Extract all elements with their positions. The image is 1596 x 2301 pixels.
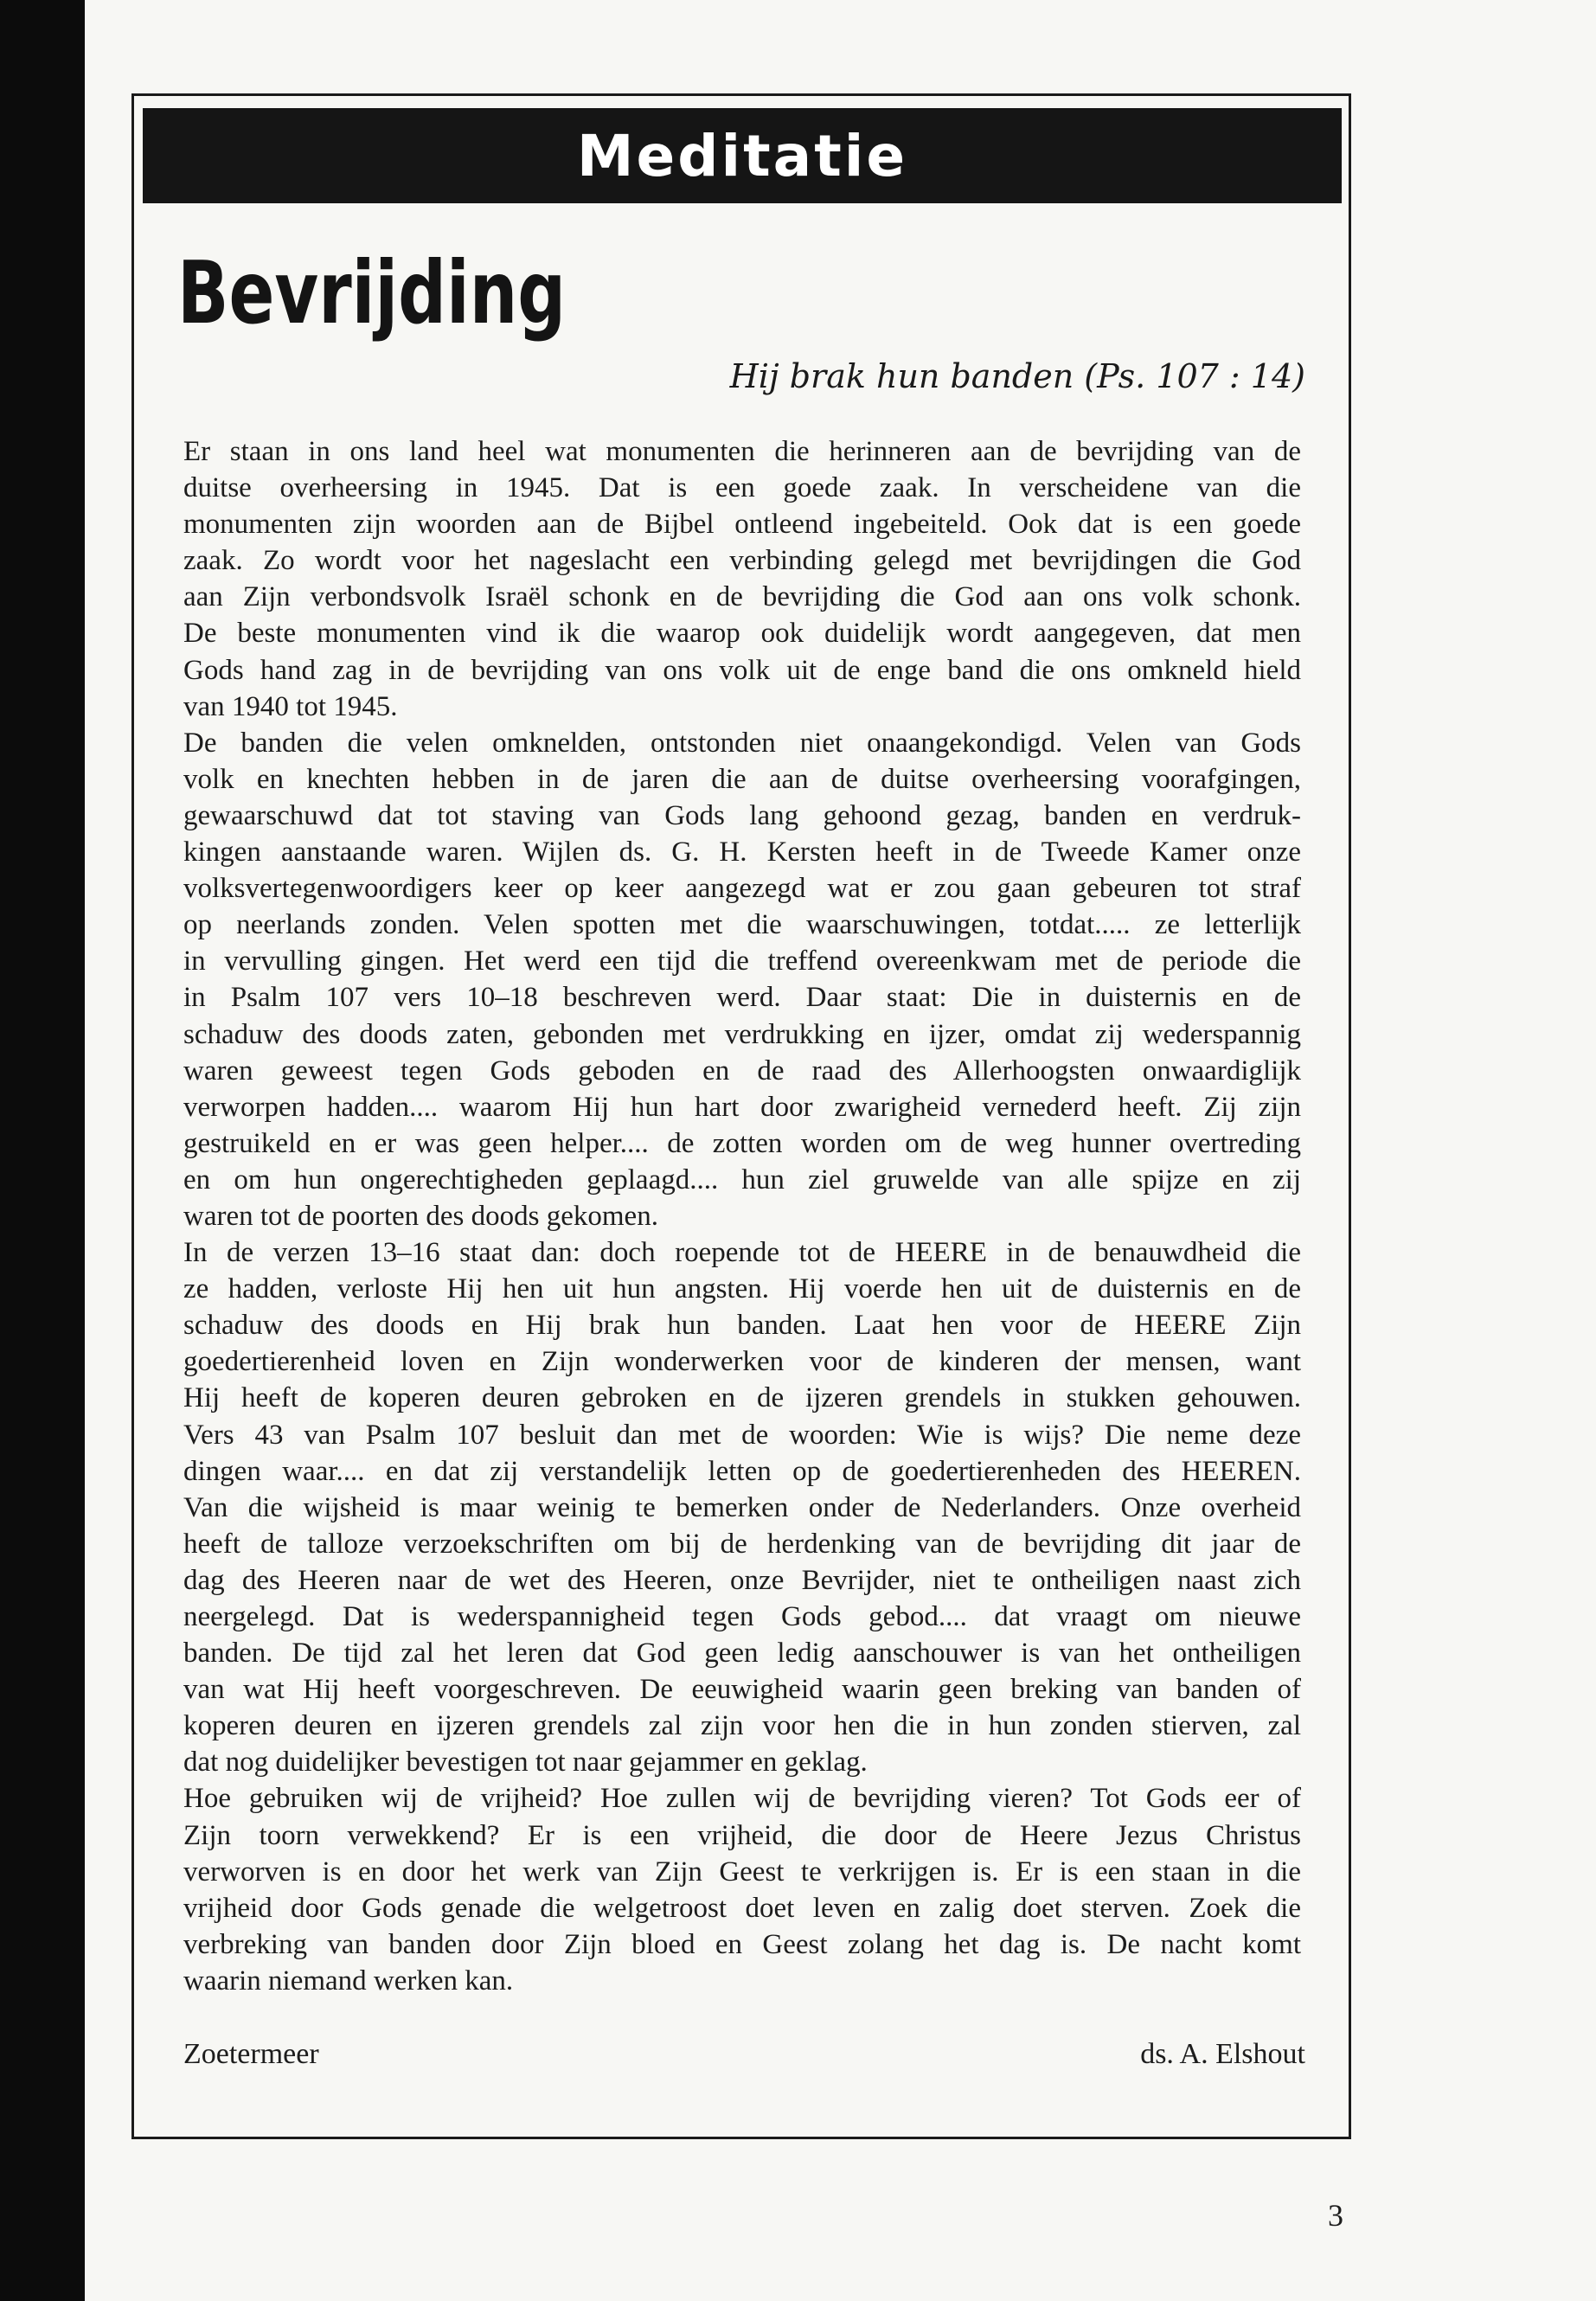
signature-author: ds. A. Elshout	[1140, 2038, 1305, 2070]
text-line: In de verzen 13–16 staat dan: doch roepende tot de HEERE in de benauwdheid die	[183, 1237, 1301, 1269]
text-line: De banden die velen omknelden, ontstonden niet onaangekondigd. Velen van Gods	[183, 727, 1301, 759]
text-line: kingen aanstaande waren. Wijlen ds. G. H. Kersten heeft in de Tweede Kamer onze	[183, 836, 1301, 868]
paragraph	[183, 1780, 1301, 1999]
text-line: en om hun ongerechtigheden geplaagd.... hun ziel gruwelde van alle spijze en zij	[183, 1163, 1301, 1195]
text-line: banden. De tijd zal het leren dat God geen ledig aanschouwer is van het ontheiligen	[183, 1638, 1301, 1670]
text-line: monumenten zijn woorden aan de Bijbel ontleend ingebeiteld. Ook dat is een goede	[183, 509, 1301, 541]
article-frame	[131, 93, 1351, 2139]
paragraph	[183, 725, 1301, 1234]
text-line: verbreking van banden door Zijn bloed en Geest zolang het dag is. De nacht komt	[183, 1928, 1301, 1960]
text-line: ze hadden, verloste Hij hen uit hun angsten. Hij voerde hen uit de duisternis en de	[183, 1273, 1301, 1305]
article-body	[183, 433, 1301, 1999]
text-line: Hoe gebruiken wij de vrijheid? Hoe zullen wij de bevrijding vieren? Tot Gods eer of	[183, 1783, 1301, 1815]
text-line: aan Zijn verbondsvolk Israël schonk en de bevrijding die God aan ons volk schonk.	[183, 581, 1301, 613]
text-line: waarin niemand werken kan.	[183, 1965, 514, 1997]
text-line: heeft de talloze verzoekschriften om bij de herdenking van de bevrijding dit jaar de	[183, 1528, 1301, 1560]
text-line: waren tot de poorten des doods gekomen.	[183, 1200, 658, 1232]
text-line: volk en knechten hebben in de jaren die aan de duitse overheersing voorafgingen,	[183, 763, 1301, 795]
scan-edge-bar	[0, 0, 85, 2301]
text-line: Er staan in ons land heel wat monumenten die herinneren aan de bevrijding van de	[183, 436, 1301, 467]
signature-place: Zoetermeer	[183, 2038, 319, 2070]
text-line: gewaarschuwd dat tot staving van Gods lang gehoond gezag, banden en verdruk-	[183, 799, 1301, 831]
text-line: gestruikeld en er was geen helper.... de zotten worden om de weg hunner overtreding	[183, 1127, 1301, 1159]
section-banner: Meditatie	[143, 108, 1342, 203]
text-line: dingen waar.... en dat zij verstandelijk letten op de goedertierenheden des HEEREN.	[183, 1455, 1301, 1487]
text-line: Vers 43 van Psalm 107 besluit dan met de woorden: Wie is wijs? Die neme deze	[183, 1419, 1301, 1451]
text-line: vrijheid door Gods genade die welgetroost doet leven en zalig doet sterven. Zoek die	[183, 1892, 1301, 1924]
page-number: 3	[1328, 2198, 1343, 2233]
text-line: dat nog duidelijker bevestigen tot naar gejammer en geklag.	[183, 1747, 868, 1779]
text-line: neergelegd. Dat is wederspannigheid tegen Gods gebod.... dat vraagt om nieuwe	[183, 1601, 1301, 1632]
text-line: schaduw des doods en Hij brak hun banden. Laat hen voor de HEERE Zijn	[183, 1310, 1301, 1342]
paragraph	[183, 433, 1301, 725]
text-line: op neerlands zonden. Velen spotten met die waarschuwingen, totdat..... ze letterlijk	[183, 909, 1301, 941]
text-line: Gods hand zag in de bevrijding van ons volk uit de enge band die ons omkneld hield	[183, 654, 1301, 686]
text-line: goedertierenheid loven en Zijn wonderwerken voor de kinderen der mensen, want	[183, 1346, 1301, 1378]
text-line: in Psalm 107 vers 10–18 beschreven werd. Daar staat: Die in duisternis en de	[183, 982, 1301, 1014]
text-line: dag des Heeren naar de wet des Heeren, onze Bevrijder, niet te ontheiligen naast zich	[183, 1564, 1301, 1596]
text-line: Hij heeft de koperen deuren gebroken en de ijzeren grendels in stukken gehouwen.	[183, 1382, 1301, 1414]
text-line: verworpen hadden.... waarom Hij hun hart door zwarigheid vernederd heeft. Zij zijn	[183, 1091, 1301, 1123]
text-line: waren geweest tegen Gods geboden en de raad des Allerhoogsten onwaardiglijk	[183, 1054, 1301, 1086]
article-title: Bevrijding	[177, 242, 567, 343]
text-line: volksvertegenwoordigers keer op keer aangezegd wat er zou gaan gebeuren tot straf	[183, 873, 1301, 905]
text-line: verworven is en door het werk van Zijn Geest te verkrijgen is. Er is een staan in die	[183, 1856, 1301, 1888]
text-line: van 1940 tot 1945.	[183, 690, 398, 722]
text-line: Van die wijsheid is maar weinig te bemerken onder de Nederlanders. Onze overheid	[183, 1491, 1301, 1523]
paragraph	[183, 1234, 1301, 1780]
scripture-reference: Hij brak hun banden (Ps. 107 : 14)	[729, 357, 1305, 395]
text-line: duitse overheersing in 1945. Dat is een goede zaak. In verscheidene van die	[183, 472, 1301, 504]
text-line: schaduw des doods zaten, gebonden met verdrukking en ijzer, omdat zij wederspannig	[183, 1018, 1301, 1050]
text-line: in vervulling gingen. Het werd een tijd die treffend overeenkwam met de periode die	[183, 945, 1301, 977]
text-line: van wat Hij heeft voorgeschreven. De eeuwigheid waarin geen breking van banden of	[183, 1674, 1301, 1706]
text-line: zaak. Zo wordt voor het nageslacht een verbinding gelegd met bevrijdingen die God	[183, 545, 1301, 577]
text-line: De beste monumenten vind ik die waarop ook duidelijk wordt aangegeven, dat men	[183, 618, 1301, 650]
text-line: Zijn toorn verwekkend? Er is een vrijheid, die door de Heere Jezus Christus	[183, 1819, 1301, 1851]
text-line: koperen deuren en ijzeren grendels zal zijn voor hen die in hun zonden stierven, zal	[183, 1710, 1301, 1742]
